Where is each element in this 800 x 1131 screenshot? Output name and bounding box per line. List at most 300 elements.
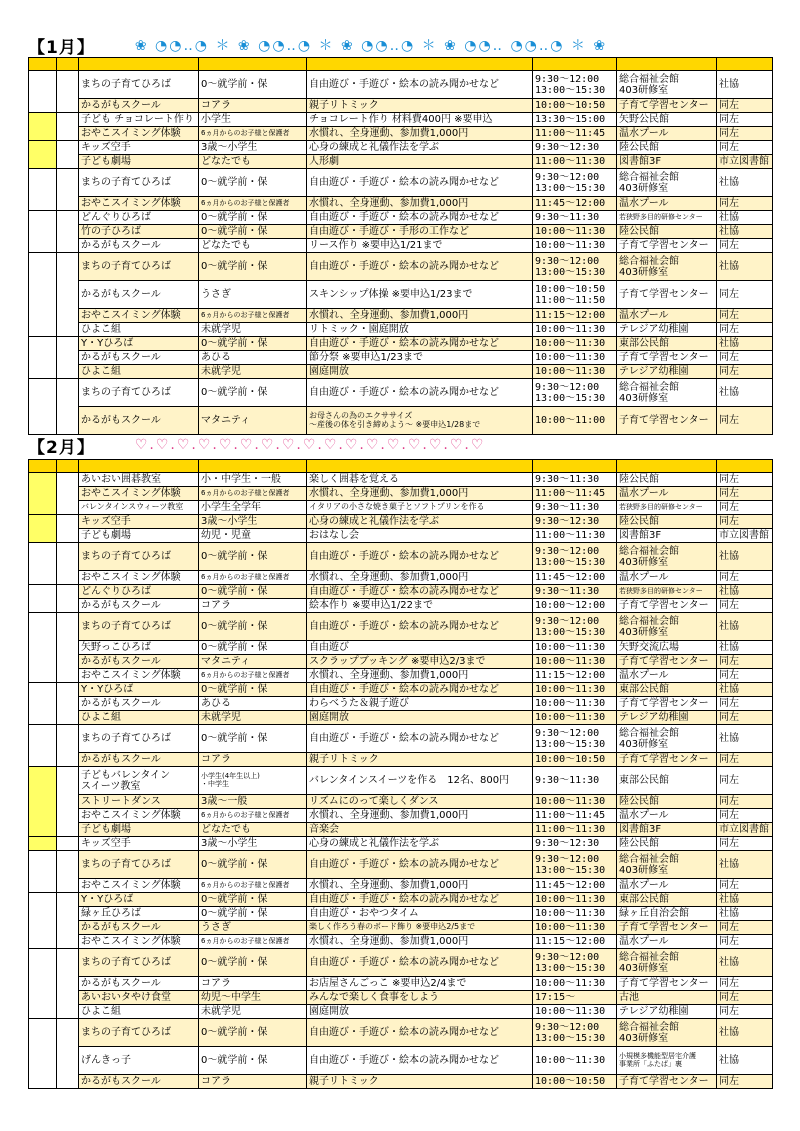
venue-cell: 陸公民館 (617, 141, 717, 155)
table-row (29, 99, 773, 113)
audience-cell: うさぎ (199, 281, 307, 309)
contact-cell: 同左 (717, 711, 773, 725)
venue-cell: 子育て学習センター (617, 655, 717, 669)
content-cell: 自由遊び・手遊び・絵本の読み聞かせなど (307, 253, 533, 281)
contact-cell: 同左 (717, 599, 773, 613)
contact-cell: 社協 (717, 851, 773, 879)
time-cell: 11:15～12:00 (533, 309, 617, 323)
content-cell: 自由遊び・手遊び・絵本の読み聞かせなど (307, 71, 533, 99)
time-cell: 10:00～11:30 (533, 1005, 617, 1019)
time-cell: 9:30～11:30 (533, 767, 617, 795)
event-name-cell: かるがもスクール (79, 1075, 199, 1089)
audience-cell: 0～就学前・保 (199, 1047, 307, 1075)
venue-cell: 子育て学習センター (617, 697, 717, 711)
table-row (29, 767, 773, 795)
content-cell: 自由遊び・手遊び・手形の工作など (307, 225, 533, 239)
content-cell: おはなし会 (307, 529, 533, 543)
audience-cell: 小学生 (199, 113, 307, 127)
table-row (29, 851, 773, 879)
event-name-cell: かるがもスクール (79, 921, 199, 935)
day-cell (29, 253, 57, 337)
venue-cell (617, 725, 717, 753)
time-cell: 10:00～11:30 (533, 655, 617, 669)
venue-cell: 図書館3F (617, 529, 717, 543)
venue-cell-line: 総合福祉会館 (619, 615, 679, 627)
time-cell: 10:00～10:50 (533, 99, 617, 113)
venue-cell: 陸公民館 (617, 837, 717, 851)
table-row (29, 585, 773, 599)
time-cell-line: 9:30～12:00 (535, 853, 600, 865)
event-name-cell: かるがもスクール (79, 351, 199, 365)
content-cell: チョコレート作り 材料費400円 ※要申込 (307, 113, 533, 127)
weekday-cell (57, 113, 79, 141)
table-row (29, 155, 773, 169)
weekday-cell (57, 211, 79, 253)
venue-cell: 子育て学習センター (617, 351, 717, 365)
day-cell (29, 169, 57, 211)
event-name-cell: おやこスイミング体験 (79, 127, 199, 141)
table-row (29, 599, 773, 613)
event-name-cell: 子ども劇場 (79, 155, 199, 169)
weekday-cell (57, 613, 79, 683)
content-cell: 自由遊び・おやつタイム (307, 907, 533, 921)
venue-cell: 子育て学習センター (617, 977, 717, 991)
table-row (29, 473, 773, 487)
weekday-cell (57, 141, 79, 169)
content-cell: 自由遊び・手遊び・絵本の読み聞かせなど (307, 211, 533, 225)
table-row (29, 141, 773, 155)
day-cell (29, 767, 57, 837)
contact-cell: 同左 (717, 113, 773, 127)
header-audience (199, 460, 307, 473)
audience-cell: 0～就学前・保 (199, 851, 307, 879)
table-row (29, 197, 773, 211)
table-row (29, 351, 773, 365)
contact-cell: 社協 (717, 379, 773, 407)
venue-cell-line: 403研修室 (619, 392, 669, 404)
content-cell: 心身の練成と礼儀作法を学ぶ (307, 515, 533, 529)
day-cell (29, 613, 57, 683)
venue-cell-line: 403研修室 (619, 1032, 669, 1044)
content-cell: 節分祭 ※要申込1/23まで (307, 351, 533, 365)
venue-cell: 図書館3F (617, 155, 717, 169)
day-cell (29, 71, 57, 113)
table-row (29, 991, 773, 1005)
event-name-cell: 竹の子ひろば (79, 225, 199, 239)
table-row (29, 239, 773, 253)
content-cell: 自由遊び・手遊び・絵本の読み聞かせなど (307, 379, 533, 407)
event-name-cell (79, 767, 199, 795)
table-row (29, 907, 773, 921)
header-venue (617, 58, 717, 71)
audience-cell: 0～就学前・保 (199, 725, 307, 753)
venue-cell: 若狭野多目的研修センター (617, 585, 717, 599)
january-schedule-table (28, 57, 773, 435)
contact-cell: 同左 (717, 669, 773, 683)
event-name-cell: まちの子育てひろば (79, 725, 199, 753)
time-cell (533, 379, 617, 407)
day-cell (29, 113, 57, 141)
event-name-cell-line: 子どもバレンタイン (81, 769, 171, 781)
content-cell: 水慣れ、全身運動、参加費1,000円 (307, 809, 533, 823)
contact-cell: 同左 (717, 501, 773, 515)
event-name-cell: おやこスイミング体験 (79, 571, 199, 585)
time-cell-line: 9:30～12:00 (535, 73, 600, 85)
event-name-cell: まちの子育てひろば (79, 169, 199, 197)
time-cell (533, 281, 617, 309)
event-name-cell: かるがもスクール (79, 753, 199, 767)
time-cell-line: 13:00～15:30 (535, 864, 606, 876)
venue-cell: テレジア幼稚園 (617, 1005, 717, 1019)
audience-cell: 0～就学前・保 (199, 949, 307, 977)
table-row (29, 253, 773, 281)
contact-cell: 社協 (717, 543, 773, 571)
audience-cell: 未就学児 (199, 1005, 307, 1019)
day-cell (29, 543, 57, 585)
venue-cell-line: 総合福祉会館 (619, 951, 679, 963)
content-cell: 自由遊び・手遊び・絵本の読み聞かせなど (307, 337, 533, 351)
audience-cell: マタニティ (199, 655, 307, 669)
contact-cell: 同左 (717, 935, 773, 949)
venue-cell-line: 403研修室 (619, 626, 669, 638)
content-cell: 水慣れ、全身運動、参加費1,000円 (307, 669, 533, 683)
time-cell: 11:00～11:45 (533, 127, 617, 141)
time-cell: 9:30～12:30 (533, 141, 617, 155)
header-event (79, 58, 199, 71)
table-row (29, 127, 773, 141)
content-cell: 親子リトミック (307, 753, 533, 767)
day-cell (29, 211, 57, 253)
event-name-cell: ストリートダンス (79, 795, 199, 809)
contact-cell: 同左 (717, 473, 773, 487)
weekday-cell (57, 473, 79, 515)
january-header (28, 34, 607, 56)
audience-cell: 0～就学前・保 (199, 543, 307, 571)
table-row (29, 977, 773, 991)
venue-cell: 温水プール (617, 809, 717, 823)
day-cell (29, 141, 57, 169)
table-row (29, 225, 773, 239)
event-name-cell: どんぐりひろば (79, 585, 199, 599)
contact-cell: 同左 (717, 795, 773, 809)
time-cell: 10:00～11:30 (533, 977, 617, 991)
table-row (29, 407, 773, 435)
time-cell (533, 169, 617, 197)
event-name-cell: ひよこ組 (79, 1005, 199, 1019)
contact-cell: 社協 (717, 211, 773, 225)
event-name-cell: 子ども劇場 (79, 529, 199, 543)
table-row (29, 379, 773, 407)
audience-cell: 未就学児 (199, 323, 307, 337)
content-cell: わらべうた＆親子遊び (307, 697, 533, 711)
contact-cell: 社協 (717, 907, 773, 921)
day-cell (29, 683, 57, 725)
header-contact (717, 460, 773, 473)
contact-cell: 市立図書館 (717, 155, 773, 169)
contact-cell: 同左 (717, 309, 773, 323)
header-event (79, 460, 199, 473)
content-cell (307, 407, 533, 435)
weekday-cell (57, 949, 79, 1019)
time-cell-line: 9:30～12:00 (535, 727, 600, 739)
event-name-cell: まちの子育てひろば (79, 851, 199, 879)
contact-cell: 同左 (717, 655, 773, 669)
contact-cell: 同左 (717, 141, 773, 155)
time-cell: 10:00～11:00 (533, 407, 617, 435)
venue-cell: 温水プール (617, 309, 717, 323)
event-name-cell: あいおいタやけ食堂 (79, 991, 199, 1005)
time-cell: 10:00～11:30 (533, 711, 617, 725)
weekday-cell (57, 515, 79, 543)
event-name-cell: かるがもスクール (79, 407, 199, 435)
audience-cell: どなたでも (199, 155, 307, 169)
event-name-cell: おやこスイミング体験 (79, 309, 199, 323)
venue-cell: 温水プール (617, 935, 717, 949)
time-cell: 10:00～10:50 (533, 1075, 617, 1089)
time-cell: 10:00～11:30 (533, 239, 617, 253)
venue-cell-line: 事業所「ふたば」裏 (619, 1059, 682, 1068)
content-cell: 自由遊び・手遊び・絵本の読み聞かせなど (307, 1047, 533, 1075)
time-cell: 11:45～12:00 (533, 879, 617, 893)
contact-cell: 同左 (717, 487, 773, 501)
venue-cell: 子育て学習センター (617, 407, 717, 435)
venue-cell (617, 71, 717, 99)
audience-cell: あひる (199, 351, 307, 365)
time-cell-line: 9:30～12:00 (535, 545, 600, 557)
table-row (29, 529, 773, 543)
venue-cell: 子育て学習センター (617, 599, 717, 613)
february-title: 【2月】 (28, 437, 95, 458)
february-header (28, 434, 485, 456)
venue-cell (617, 851, 717, 879)
table-row (29, 809, 773, 823)
content-cell: お店屋さんごっこ ※要申込2/4まで (307, 977, 533, 991)
content-cell: 自由遊び・手遊び・絵本の読み聞かせなど (307, 585, 533, 599)
venue-cell (617, 543, 717, 571)
table-row (29, 71, 773, 99)
table-row (29, 1075, 773, 1089)
table-row (29, 935, 773, 949)
venue-cell: 若狭野多目的研修センター (617, 501, 717, 515)
table-row (29, 1005, 773, 1019)
venue-cell: 図書館3F (617, 823, 717, 837)
contact-cell: 社協 (717, 225, 773, 239)
venue-cell-line: 小規模多機能型居宅介護 (619, 1051, 696, 1060)
audience-cell: コアラ (199, 99, 307, 113)
weekday-cell (57, 837, 79, 851)
time-cell-line: 13:00～15:30 (535, 392, 606, 404)
table-row (29, 211, 773, 225)
venue-cell-line: 403研修室 (619, 556, 669, 568)
audience-cell: 0～就学前・保 (199, 1019, 307, 1047)
content-cell: 親子リトミック (307, 99, 533, 113)
event-name-cell: かるがもスクール (79, 281, 199, 309)
content-cell: 自由遊び・手遊び・絵本の読み聞かせなど (307, 1019, 533, 1047)
contact-cell: 同左 (717, 697, 773, 711)
event-name-cell: かるがもスクール (79, 977, 199, 991)
audience-cell: 0～就学前・保 (199, 71, 307, 99)
audience-cell: 0～就学前・保 (199, 225, 307, 239)
table-row (29, 365, 773, 379)
time-cell-line: 9:30～12:00 (535, 171, 600, 183)
venue-cell: 矢野交流広場 (617, 641, 717, 655)
contact-cell: 同左 (717, 365, 773, 379)
event-name-cell: Y・Yひろば (79, 893, 199, 907)
day-cell (29, 585, 57, 613)
header-weekday (57, 58, 79, 71)
weekday-cell (57, 683, 79, 725)
venue-cell (617, 379, 717, 407)
time-cell: 11:00～11:45 (533, 487, 617, 501)
time-cell: 11:00～11:30 (533, 823, 617, 837)
time-cell: 11:00～11:30 (533, 529, 617, 543)
content-cell: 自由遊び・手遊び・絵本の読み聞かせなど (307, 725, 533, 753)
header-time (533, 460, 617, 473)
event-name-cell: かるがもスクール (79, 599, 199, 613)
table-row (29, 683, 773, 697)
audience-cell: 0～就学前・保 (199, 641, 307, 655)
event-name-cell: かるがもスクール (79, 99, 199, 113)
venue-cell: 温水プール (617, 487, 717, 501)
day-cell (29, 515, 57, 543)
time-cell (533, 71, 617, 99)
venue-cell: 子育て学習センター (617, 239, 717, 253)
time-cell (533, 253, 617, 281)
contact-cell: 同左 (717, 239, 773, 253)
audience-cell: 0～就学前・保 (199, 907, 307, 921)
weekday-cell (57, 893, 79, 949)
february-schedule-table (28, 459, 773, 1089)
audience-cell: 3歳～一般 (199, 795, 307, 809)
event-name-cell: キッズ空手 (79, 515, 199, 529)
day-cell (29, 379, 57, 435)
table-row (29, 515, 773, 529)
audience-cell: 3歳～小学生 (199, 837, 307, 851)
content-cell: 自由遊び・手遊び・絵本の読み聞かせなど (307, 949, 533, 977)
table-row (29, 501, 773, 515)
time-cell: 11:00～11:30 (533, 155, 617, 169)
time-cell: 11:15～12:00 (533, 669, 617, 683)
table-row (29, 795, 773, 809)
content-cell: 自由遊び・手遊び・絵本の読み聞かせなど (307, 543, 533, 571)
venue-cell-line: 総合福祉会館 (619, 381, 679, 393)
table-row (29, 113, 773, 127)
content-cell: 水慣れ、全身運動、参加費1,000円 (307, 309, 533, 323)
content-cell-line: お母さんの為のエクササイズ (309, 410, 413, 420)
weekday-cell (57, 71, 79, 113)
time-cell-line: 9:30～12:00 (535, 951, 600, 963)
weekday-cell (57, 1019, 79, 1089)
venue-cell-line: 総合福祉会館 (619, 545, 679, 557)
contact-cell: 社協 (717, 725, 773, 753)
header-content (307, 460, 533, 473)
venue-cell (617, 1047, 717, 1075)
time-cell (533, 543, 617, 571)
weekday-cell (57, 253, 79, 337)
time-cell: 10:00～10:50 (533, 753, 617, 767)
event-name-cell: ひよこ組 (79, 323, 199, 337)
time-cell-line: 9:30～12:00 (535, 255, 600, 267)
contact-cell: 同左 (717, 127, 773, 141)
content-cell: バレンタインスイーツを作る 12名、800円 (307, 767, 533, 795)
contact-cell: 同左 (717, 1005, 773, 1019)
audience-cell: 6ヵ月からのお子様と保護者 (199, 197, 307, 211)
contact-cell: 同左 (717, 99, 773, 113)
time-cell: 10:00～11:30 (533, 337, 617, 351)
weekday-cell (57, 337, 79, 379)
audience-cell: 0～就学前・保 (199, 169, 307, 197)
content-cell: リース作り ※要申込1/21まで (307, 239, 533, 253)
time-cell (533, 851, 617, 879)
audience-cell: 0～就学前・保 (199, 585, 307, 599)
table-row (29, 323, 773, 337)
time-cell: 10:00～11:30 (533, 921, 617, 935)
venue-cell: 温水プール (617, 127, 717, 141)
event-name-cell: まちの子育てひろば (79, 613, 199, 641)
venue-cell-line: 403研修室 (619, 266, 669, 278)
time-cell: 17:15～ (533, 991, 617, 1005)
venue-cell-line: 403研修室 (619, 864, 669, 876)
audience-cell: 6ヵ月からのお子様と保護者 (199, 127, 307, 141)
content-cell: 音楽会 (307, 823, 533, 837)
event-name-cell: キッズ空手 (79, 837, 199, 851)
time-cell: 11:00～11:45 (533, 809, 617, 823)
content-cell: みんなで楽しく食事をしよう (307, 991, 533, 1005)
event-name-cell: おやこスイミング体験 (79, 197, 199, 211)
audience-cell: 未就学児 (199, 365, 307, 379)
audience-cell: 0～就学前・保 (199, 337, 307, 351)
content-cell: 園庭開放 (307, 1005, 533, 1019)
content-cell: 水慣れ、全身運動、参加費1,000円 (307, 127, 533, 141)
event-name-cell: まちの子育てひろば (79, 543, 199, 571)
venue-cell: 温水プール (617, 879, 717, 893)
event-name-cell: まちの子育てひろば (79, 1019, 199, 1047)
venue-cell-line: 総合福祉会館 (619, 73, 679, 85)
table-row (29, 893, 773, 907)
header-time (533, 58, 617, 71)
event-name-cell: まちの子育てひろば (79, 949, 199, 977)
day-cell (29, 837, 57, 851)
event-name-cell: おやこスイミング体験 (79, 879, 199, 893)
event-name-cell: バレンタインスウィーツ教室 (79, 501, 199, 515)
table-row (29, 711, 773, 725)
event-name-cell-line: スイーツ教室 (81, 780, 141, 792)
table-row (29, 309, 773, 323)
venue-cell: 若狭野多目的研修センター (617, 211, 717, 225)
venue-cell: 矢野公民館 (617, 113, 717, 127)
venue-cell: 陸公民館 (617, 795, 717, 809)
time-cell: 9:30～11:30 (533, 211, 617, 225)
time-cell: 10:00～11:30 (533, 697, 617, 711)
content-cell: 楽しく作ろう春のボード飾り ※要申込2/5まで (307, 921, 533, 935)
audience-cell: 3歳～小学生 (199, 515, 307, 529)
venue-cell (617, 613, 717, 641)
audience-cell: あひる (199, 697, 307, 711)
time-cell-line: 13:00～15:30 (535, 1032, 606, 1044)
venue-cell-line: 403研修室 (619, 182, 669, 194)
contact-cell: 同左 (717, 837, 773, 851)
header-audience (199, 58, 307, 71)
event-name-cell: かるがもスクール (79, 655, 199, 669)
time-cell: 9:30～12:30 (533, 837, 617, 851)
time-cell: 10:00～11:30 (533, 907, 617, 921)
snowflake-decoration: ❀ ◔◔‥◔ ＊ ❀ ◔◔‥◔ ＊ ❀ ◔◔‥◔ ＊ ❀ ◔◔‥ ◔◔‥◔ ＊ ❀ (134, 38, 608, 54)
contact-cell: 社協 (717, 585, 773, 599)
table-row (29, 281, 773, 309)
weekday-cell (57, 543, 79, 585)
time-cell-line: 11:00～11:50 (535, 294, 606, 306)
venue-cell: 子育て学習センター (617, 1075, 717, 1089)
